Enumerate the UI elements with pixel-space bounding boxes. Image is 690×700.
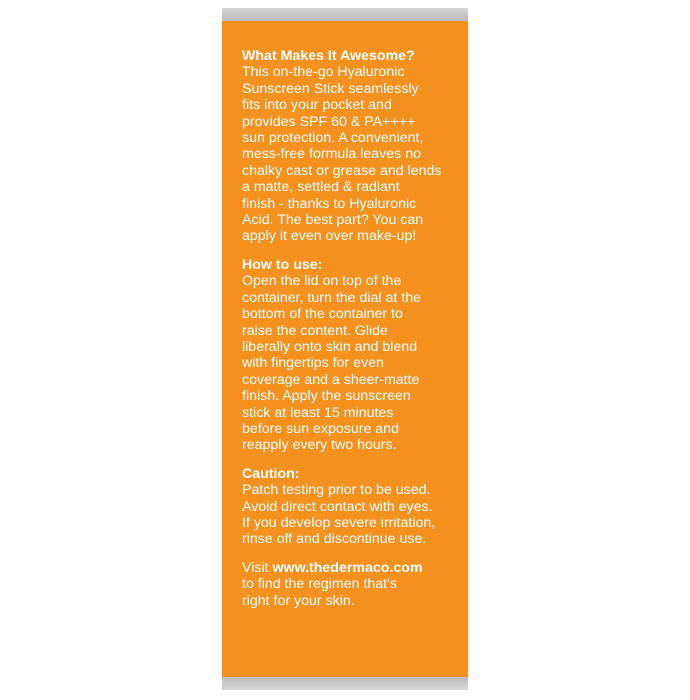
how-to-use-line: bottom of the container to xyxy=(242,306,403,323)
awesome-line: This on-the-go Hyaluronic xyxy=(242,64,405,81)
how-to-use-heading: How to use: xyxy=(242,256,323,273)
section-gap xyxy=(242,548,464,560)
visit-line: right for your skin. xyxy=(242,592,355,609)
awesome-heading: What Makes It Awesome? xyxy=(242,48,415,64)
caution-line: Patch testing prior to be used. xyxy=(242,482,431,499)
visit-prefix: Visit xyxy=(242,559,273,576)
how-to-use-line: container, turn the dial at the xyxy=(242,289,422,306)
awesome-line: sun protection. A convenient, xyxy=(242,130,424,147)
how-to-use-line: coverage and a sheer-matte xyxy=(242,371,420,388)
awesome-line: Sunscreen Stick seamlessly xyxy=(242,80,419,97)
visit-line: to find the regimen that's xyxy=(242,576,397,593)
how-to-use-line: before sun exposure and xyxy=(242,420,399,437)
text-panel xyxy=(242,48,464,609)
awesome-line: provides SPF 60 & PA++++ xyxy=(242,113,416,130)
how-to-use-line: Open the lid on top of the xyxy=(242,273,402,290)
caution-line: If you develop severe irritation, xyxy=(242,514,436,531)
caution-line: rinse off and discontinue use. xyxy=(242,531,427,548)
section-gap xyxy=(242,245,464,257)
awesome-line: chalky cast or grease and lends xyxy=(242,162,442,179)
caution-heading: Caution: xyxy=(242,465,300,482)
how-to-use-line: finish. Apply the sunscreen xyxy=(242,388,411,405)
awesome-line: a matte, settled & radiant xyxy=(242,179,400,196)
how-to-use-line: raise the content. Glide xyxy=(242,322,388,339)
box-top-edge xyxy=(222,8,468,21)
product-box-side-panel xyxy=(222,8,468,690)
caution-line: Avoid direct contact with eyes. xyxy=(242,498,433,515)
section-gap xyxy=(242,454,464,466)
website-link: www.thedermaco.com xyxy=(272,559,423,576)
how-to-use-line: liberally onto skin and blend xyxy=(242,338,418,355)
awesome-line: mess-free formula leaves no xyxy=(242,146,421,163)
awesome-line: fits into your pocket and xyxy=(242,97,392,114)
awesome-line: finish - thanks to Hyaluronic xyxy=(242,195,417,212)
how-to-use-line: stick at least 15 minutes xyxy=(242,404,394,421)
awesome-line: apply it even over make-up! xyxy=(242,228,417,245)
how-to-use-line: reapply every two hours. xyxy=(242,437,397,454)
awesome-line: Acid. The best part? You can xyxy=(242,212,424,229)
how-to-use-line: with fingertips for even xyxy=(242,355,384,372)
box-bottom-edge xyxy=(222,677,468,690)
visit-line xyxy=(242,560,464,576)
